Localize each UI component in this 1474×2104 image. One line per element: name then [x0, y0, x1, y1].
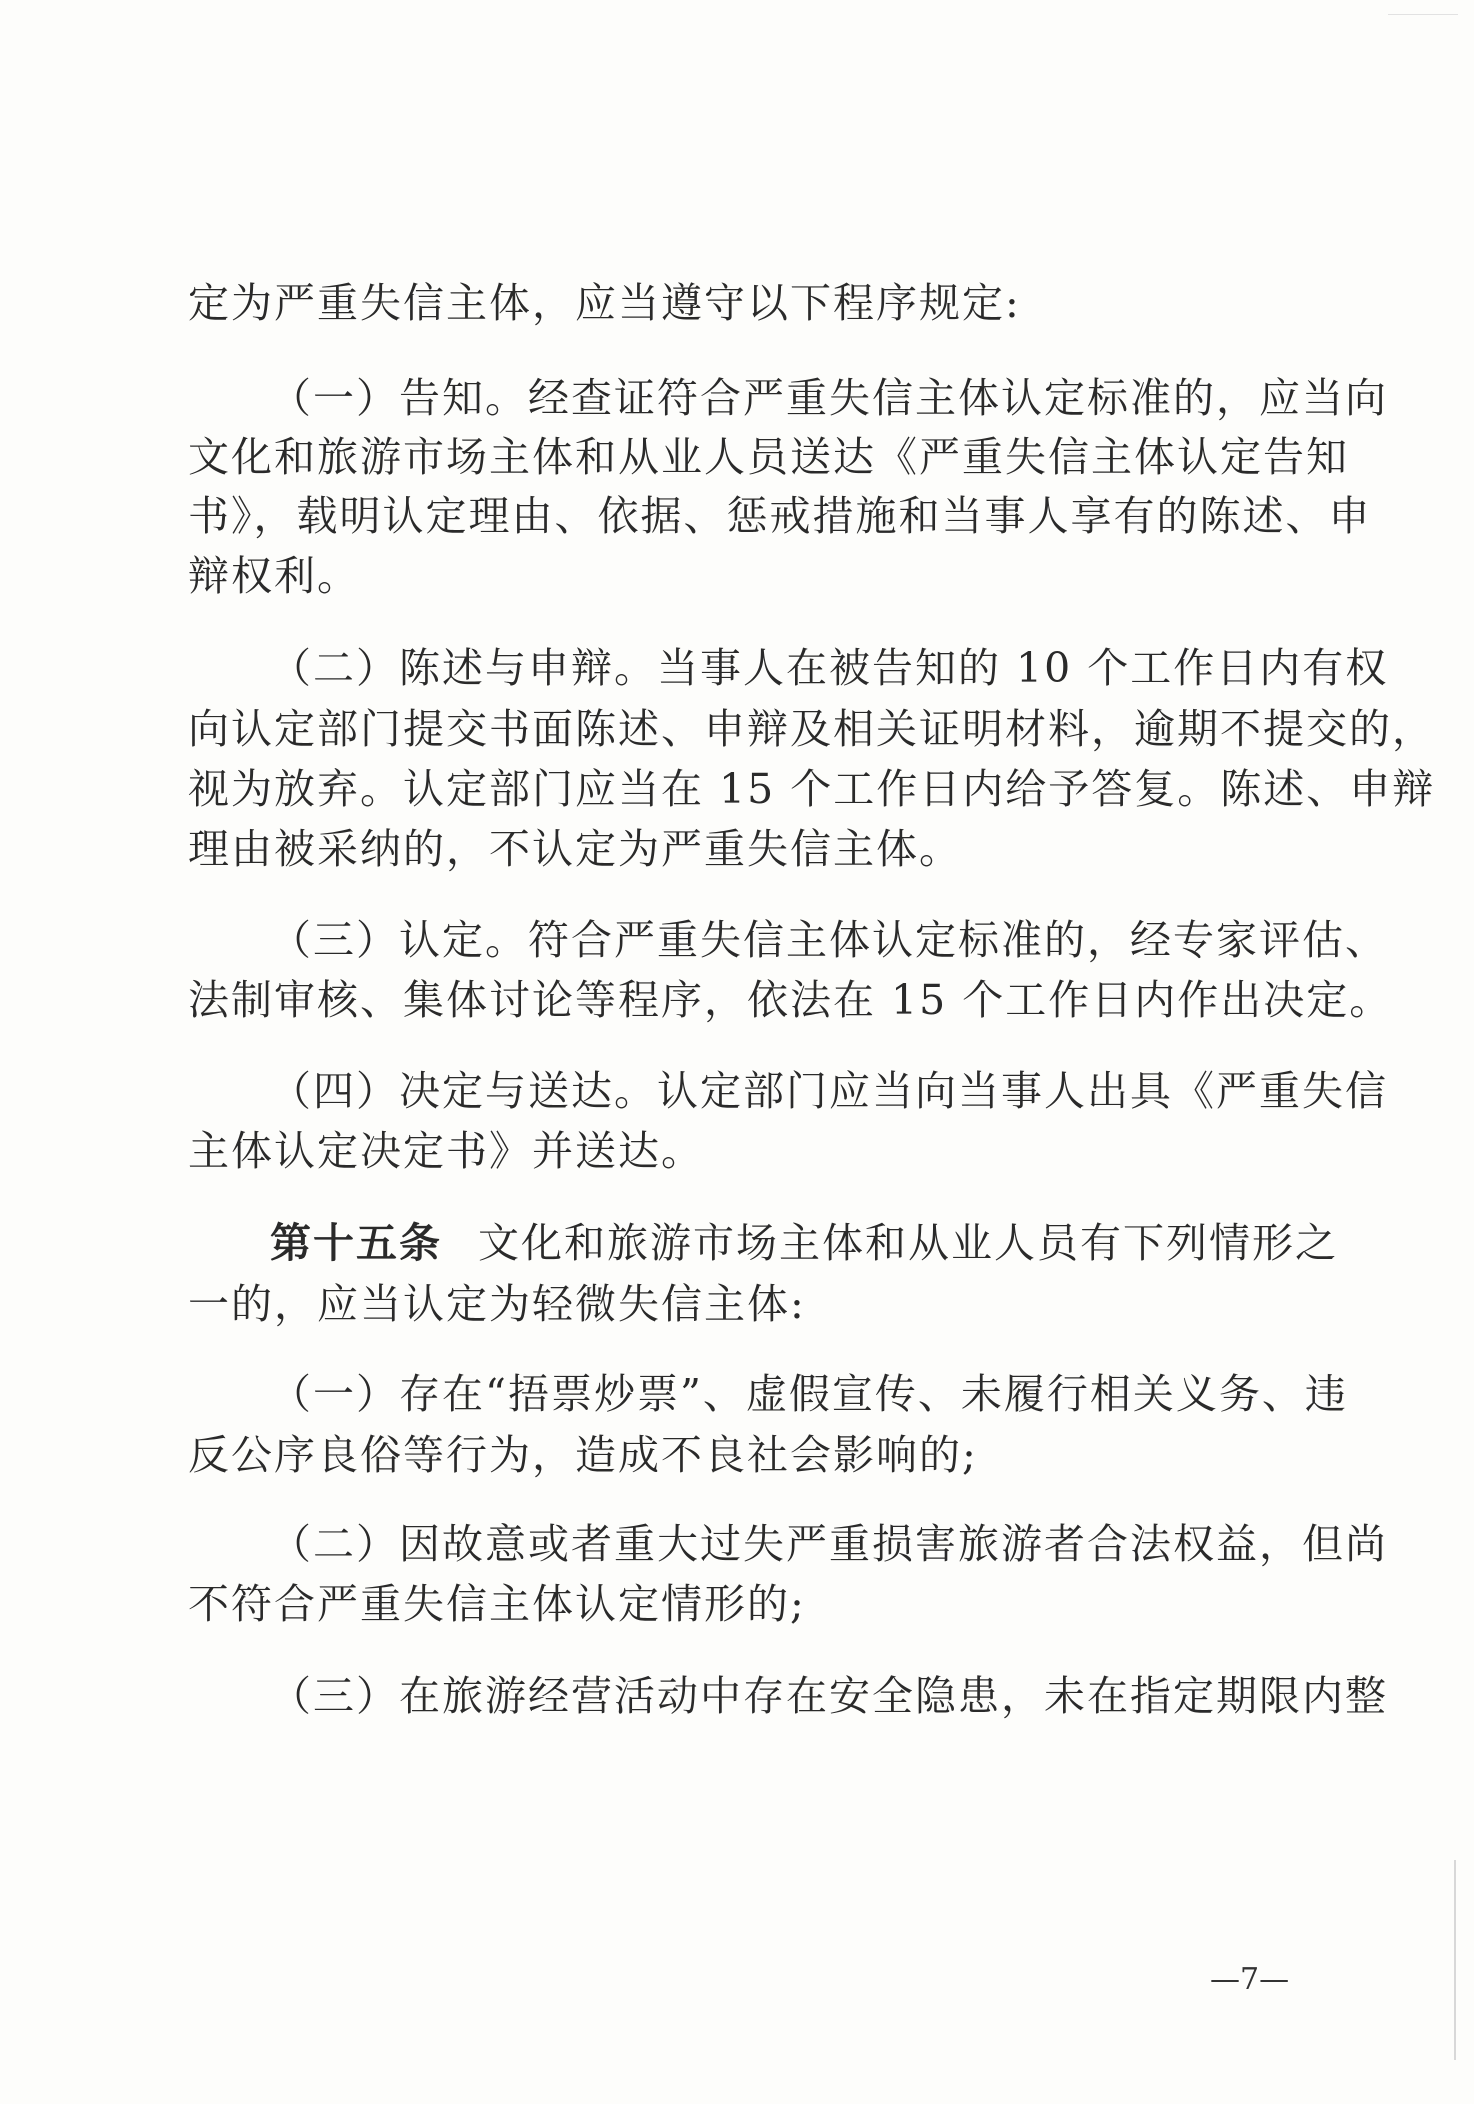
- text-line: 定为严重失信主体，应当遵守以下程序规定:: [188, 279, 1021, 327]
- text-line: （三）认定。符合严重失信主体认定标准的，经专家评估、: [270, 916, 1388, 964]
- text-line: （一）告知。经查证符合严重失信主体认定标准的，应当向: [270, 374, 1388, 422]
- article-line: [270, 1215, 1338, 1271]
- text-line: （一）存在“捂票炒票”、虚假宣传、未履行相关义务、违: [270, 1370, 1348, 1418]
- text-line: （四）决定与送达。认定部门应当向当事人出具《严重失信: [270, 1067, 1388, 1115]
- text-line: 文化和旅游市场主体和从业人员送达《严重失信主体认定告知: [188, 433, 1349, 481]
- text-line: 一的，应当认定为轻微失信主体:: [188, 1280, 806, 1328]
- text-line: 书》，载明认定理由、依据、惩戒措施和当事人享有的陈述、申: [188, 492, 1372, 540]
- text-line: 理由被采纳的，不认定为严重失信主体。: [188, 825, 962, 873]
- text-line: 法制审核、集体讨论等程序，依法在 15 个工作日内作出决定。: [188, 976, 1393, 1024]
- article-heading: 第十五条: [270, 1219, 442, 1267]
- scan-corner-mark: [1388, 14, 1458, 21]
- article-text: 文化和旅游市场主体和从业人员有下列情形之: [478, 1219, 1338, 1267]
- text-line: 反公序良俗等行为，造成不良社会影响的;: [188, 1431, 978, 1479]
- text-line: 向认定部门提交书面陈述、申辩及相关证明材料，逾期不提交的，: [188, 705, 1435, 753]
- text-line: 主体认定决定书》并送达。: [188, 1127, 704, 1175]
- scan-edge-mark: [1454, 1860, 1456, 2060]
- text-line: （三）在旅游经营活动中存在安全隐患，未在指定期限内整: [270, 1672, 1388, 1720]
- text-line: （二）陈述与申辩。当事人在被告知的 10 个工作日内有权: [270, 644, 1389, 692]
- text-line: （二）因故意或者重大过失严重损害旅游者合法权益，但尚: [270, 1520, 1388, 1568]
- text-line: 辩权利。: [188, 552, 360, 600]
- text-line: 视为放弃。认定部门应当在 15 个工作日内给予答复。陈述、申辩: [188, 765, 1436, 813]
- text-line: 不符合严重失信主体认定情形的;: [188, 1580, 806, 1628]
- page-number: —7—: [1210, 1962, 1290, 1997]
